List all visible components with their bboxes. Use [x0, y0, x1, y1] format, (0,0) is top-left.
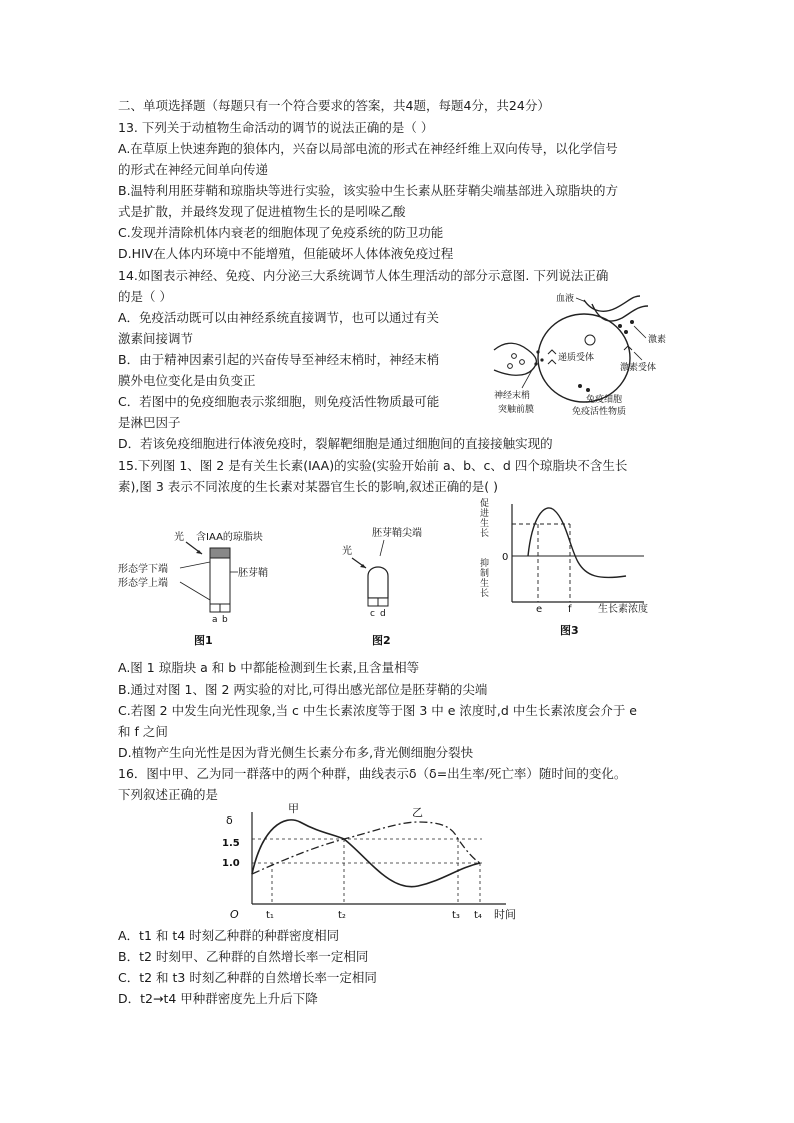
- label-a: a: [212, 615, 218, 625]
- q14-stem-line1: 14.如图表示神经、免疫、内分泌三大系统调节人体生理活动的部分示意图. 下列说法正确: [118, 268, 609, 283]
- label-presynaptic-membrane: 突触前膜: [498, 405, 535, 415]
- fig3-promote-label: 促进生长: [480, 499, 490, 539]
- q14-option-c-line1: C．若图中的免疫细胞表示浆细胞，则免疫活性物质最可能: [118, 394, 440, 409]
- fig3-inhibit-label: 抑制生长: [480, 559, 490, 599]
- q15-stem-line2: 素),图 3 表示不同浓度的生长素对某器官生长的影响,叙述正确的是( ): [118, 479, 498, 494]
- fig2-caption: 图2: [372, 634, 391, 647]
- fig1-iaa-block-label: 含IAA的琼脂块: [196, 532, 263, 543]
- q16-stem-line2: 下列叙述正确的是: [118, 787, 219, 802]
- label-immune-substance: 免疫活性物质: [572, 407, 627, 417]
- blood-vessel-wall-top: [584, 296, 640, 311]
- q13-option-a-line1: A.在草原上快速奔跑的狼体内，兴奋以局部电流的形式在神经纤维上双向传导，以化学信号: [118, 141, 618, 156]
- q13-option-b-line2: 式是扩散，并最终发现了促进植物生长的是吲哚乙酸: [118, 204, 406, 219]
- fig3-growth-curve: [528, 508, 626, 577]
- q16-t4-label: t₄: [474, 910, 482, 921]
- coleoptile-tip: [368, 567, 388, 598]
- q13-stem: 13. 下列关于动植物生命活动的调节的说法正确的是（ ）: [118, 120, 434, 135]
- q16-y-1.0-label: 1.0: [222, 858, 240, 869]
- fig1-coleoptile-label: 胚芽鞘: [238, 568, 268, 579]
- fig2-light-label: 光: [342, 546, 352, 557]
- agar-block-d: [378, 598, 388, 606]
- label-c: c: [370, 609, 375, 619]
- agar-block-a: [210, 604, 220, 612]
- fig3-x-label: 生长素浓度: [598, 604, 648, 615]
- q14-option-b-line2: 膜外电位变化是由负变正: [118, 373, 256, 388]
- q16-option-d: D．t2→t4 甲种群密度先上升后下降: [118, 991, 318, 1006]
- label-b: b: [222, 615, 228, 625]
- q14-option-d: D．若该免疫细胞进行体液免疫时，裂解靶细胞是通过细胞间的直接接触实现的: [118, 436, 553, 451]
- fig3-caption: 图3: [560, 624, 579, 637]
- q16-figure: [222, 800, 532, 924]
- label-immune-cell: 免疫细胞: [586, 395, 623, 405]
- q16-yi-label: 乙: [412, 806, 423, 819]
- q16-curve-yi: [252, 822, 480, 874]
- label-d: d: [380, 609, 386, 619]
- q15-option-c-line2: 和 f 之间: [118, 724, 168, 739]
- q15-stem-line1: 15.下列图 1、图 2 是有关生长素(IAA)的实验(实验开始前 a、b、c、d 四个琼脂块不含生长: [118, 458, 628, 473]
- q14-option-a-line2: 激素间接调节: [118, 331, 194, 346]
- agar-block-b: [220, 604, 230, 612]
- coleoptile-segment: [210, 558, 230, 604]
- fig1-lower-end-label: 形态学下端: [118, 564, 168, 575]
- fig1-light-label: 光: [174, 532, 184, 543]
- q14-option-b-line1: B．由于精神因素引起的兴奋传导至神经末梢时，神经末梢: [118, 352, 440, 367]
- q15-figure-1: [118, 520, 268, 650]
- q16-origin-label: O: [230, 908, 239, 921]
- q15-option-b: B.通过对图 1、图 2 两实验的对比,可得出感光部位是胚芽鞘的尖端: [118, 682, 488, 697]
- q16-time-label: 时间: [494, 908, 516, 921]
- label-nerve-ending: 神经末梢: [494, 391, 531, 401]
- q13-option-c: C.发现并清除机体内衰老的细胞体现了免疫系统的防卫功能: [118, 225, 444, 240]
- q16-t3-label: t₃: [452, 910, 460, 921]
- q13-option-a-line2: 的形式在神经元间单向传递: [118, 162, 269, 177]
- q14-option-a-line1: A．免疫活动既可以由神经系统直接调节，也可以通过有关: [118, 310, 440, 325]
- q14-stem-line2: 的是（ ）: [118, 289, 172, 304]
- q13-option-b-line1: B.温特利用胚芽鞘和琼脂块等进行实验，该实验中生长素从胚芽鞘尖端基部进入琼脂块的方: [118, 183, 619, 198]
- fig1-caption: 图1: [194, 634, 213, 647]
- nerve-ending-shape: [494, 343, 536, 375]
- agar-block-c: [368, 598, 378, 606]
- q15-option-d: D.植物产生向光性是因为背光侧生长素分布多,背光侧细胞分裂快: [118, 745, 474, 760]
- q16-option-b: B．t2 时刻甲、乙种群的自然增长率一定相同: [118, 949, 369, 964]
- q16-jia-label: 甲: [288, 802, 299, 815]
- q16-t2-label: t₂: [338, 910, 346, 921]
- label-transmitter-receptor: 递质受体: [558, 353, 595, 363]
- q14-option-c-line2: 是淋巴因子: [118, 415, 181, 430]
- q16-option-c: C．t2 和 t3 时刻乙种群的自然增长率一定相同: [118, 970, 377, 985]
- q15-figure-2: [330, 518, 440, 648]
- q16-stem-line1: 16．图中甲、乙为同一群落中的两个种群，曲线表示δ（δ=出生率/死亡率）随时间的变化。: [118, 766, 627, 781]
- q16-curve-jia: [252, 820, 480, 887]
- q15-option-c-line1: C.若图 2 中发生向光性现象,当 c 中生长素浓度等于图 3 中 e 浓度时,d 中生长素浓度会介于 e: [118, 703, 637, 718]
- q16-y-1.5-label: 1.5: [222, 838, 240, 849]
- label-hormone-receptor: 激素受体: [620, 363, 657, 373]
- iaa-agar-block: [210, 548, 230, 558]
- q16-t1-label: t₁: [266, 910, 274, 921]
- fig1-upper-end-label: 形态学上端: [118, 578, 168, 589]
- fig3-e-label: e: [536, 604, 543, 615]
- q15-figure-3: [466, 498, 676, 648]
- q14-figure: [492, 290, 682, 420]
- fig2-tip-label: 胚芽鞘尖端: [372, 528, 422, 539]
- label-blood: 血液: [556, 294, 575, 304]
- q15-option-a: A.图 1 琼脂块 a 和 b 中都能检测到生长素,且含量相等: [118, 660, 420, 675]
- q13-option-d: D.HIV在人体内环境中不能增殖，但能破坏人体体液免疫过程: [118, 246, 454, 261]
- q16-option-a: A．t1 和 t4 时刻乙种群的种群密度相同: [118, 928, 340, 943]
- q16-delta-label: δ: [226, 814, 233, 827]
- fig3-zero-label: 0: [502, 552, 509, 563]
- label-hormone: 激素: [648, 335, 667, 345]
- section-title: 二、单项选择题（每题只有一个符合要求的答案，共4题，每题4分，共24分）: [118, 98, 550, 113]
- fig3-f-label: f: [568, 604, 572, 615]
